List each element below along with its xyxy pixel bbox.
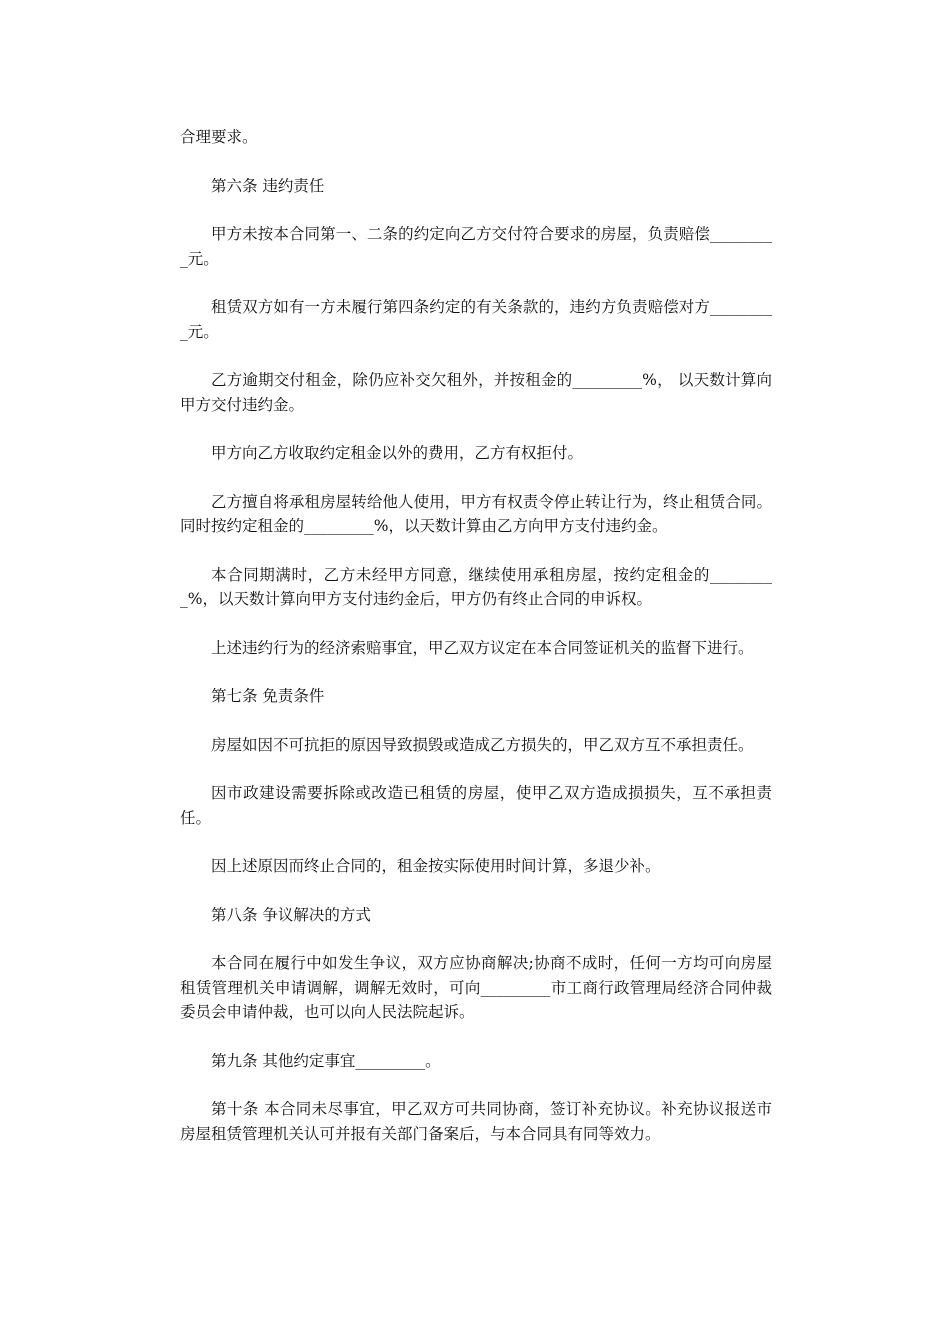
paragraph: 本合同期满时，乙方未经甲方同意，继续使用承租房屋，按约定租金的_________%，以天数计算向甲方支付违约金后，甲方仍有终止合同的申诉权。 <box>180 565 772 608</box>
paragraph: 上述违约行为的经济索赔事宜，甲乙双方议定在本合同签证机关的监督下进行。 <box>211 638 754 657</box>
paragraph: 租赁双方如有一方未履行第四条约定的有关条款的，违约方负责赔偿对方_________元。 <box>180 298 772 341</box>
paragraph: 甲方未按本合同第一、二条的约定向乙方交付符合要求的房屋，负责赔偿_________元。 <box>180 225 772 268</box>
section-heading-article-10: 第十条 本合同未尽事宜，甲乙双方可共同协商，签订补充协议。补充协议报送市房屋租赁管理机关认可并报有关部门备案后，与本合同具有同等效力。 <box>180 1100 772 1143</box>
paragraph: 因上述原因而终止合同的，租金按实际使用时间计算，多退少补。 <box>211 857 661 875</box>
section-heading-article-7: 第七条 免责条件 <box>211 687 325 705</box>
section-heading-article-8: 第八条 争议解决的方式 <box>211 905 371 924</box>
paragraph: 本合同在履行中如发生争议，双方应协商解决;协商不成时，任何一方均可向房屋租赁管理机关申请调解，调解无效时，可向_________市工商行政管理局经济合同仲裁委员会申请仲裁，也可以向人民法院起诉。 <box>180 954 772 1021</box>
section-heading-article-9: 第九条 其他约定事宜_________。 <box>211 1051 441 1070</box>
paragraph: 甲方向乙方收取约定租金以外的费用，乙方有权拒付。 <box>211 444 584 462</box>
paragraph: 因市政建设需要拆除或改造已租赁的房屋，使甲乙双方造成损损失，互不承担责任。 <box>180 784 772 827</box>
section-heading-article-6: 第六条 违约责任 <box>211 176 325 195</box>
paragraph: 乙方擅自将承租房屋转给他人使用，甲方有权责令停止转让行为，终止租赁合同。同时按约定租金的_________%，以天数计算由乙方向甲方支付违约金。 <box>180 492 772 535</box>
paragraph: 合理要求。 <box>180 128 258 146</box>
document-body <box>180 125 772 1170</box>
paragraph: 房屋如因不可抗拒的原因导致损毁或造成乙方损失的，甲乙双方互不承担责任。 <box>211 735 754 754</box>
paragraph: 乙方逾期交付租金，除仍应补交欠租外，并按租金的_________%， 以天数计算向甲方交付违约金。 <box>180 371 772 414</box>
